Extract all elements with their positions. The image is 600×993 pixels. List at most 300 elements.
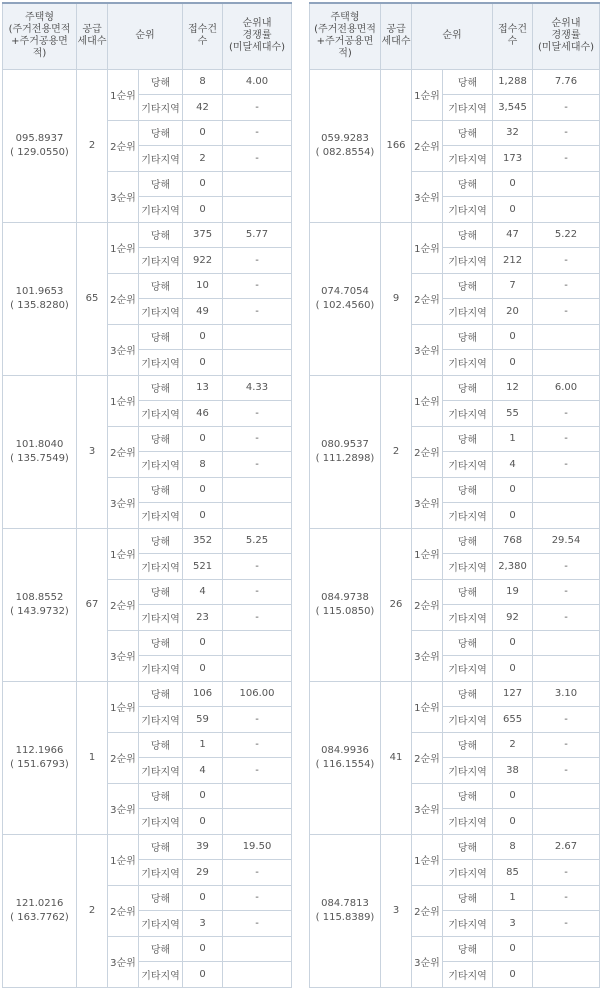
supply-units-cell: 2 [77,69,108,222]
housing-type-cell: 101.9653 ( 135.8280) [3,222,77,375]
region-cell: 기타지역 [139,197,183,223]
region-cell: 기타지역 [443,95,493,121]
region-cell: 기타지역 [139,503,183,529]
region-cell: 당해 [443,375,493,401]
region-cell: 기타지역 [443,809,493,835]
applications-cell: 38 [493,758,533,784]
region-cell: 기타지역 [139,860,183,886]
applications-cell: 375 [183,222,223,248]
ratio-cell [533,809,600,835]
region-cell: 당해 [139,477,183,503]
ratio-cell: - [533,758,600,784]
applications-cell: 55 [493,401,533,427]
region-cell: 당해 [139,732,183,758]
ratio-cell: 106.00 [223,681,292,707]
ratio-cell: - [223,554,292,580]
ratio-cell: - [533,885,600,911]
supply-units-cell: 1 [77,681,108,834]
applications-cell: 4 [493,452,533,478]
table-row [310,528,600,554]
rank-cell: 1순위 [108,222,139,273]
rank-cell: 3순위 [108,477,139,528]
ratio-cell [533,783,600,809]
ratio-cell: 5.25 [223,528,292,554]
housing-type-cell: 059.9283 ( 082.8554) [310,69,381,222]
region-cell: 기타지역 [139,554,183,580]
ratio-cell: 29.54 [533,528,600,554]
ratio-cell [223,783,292,809]
applications-cell: 3,545 [493,95,533,121]
rank-cell: 3순위 [412,477,443,528]
ratio-cell: - [223,452,292,478]
supply-units-cell: 3 [381,834,412,987]
region-cell: 당해 [139,222,183,248]
applications-cell: 46 [183,401,223,427]
table-row [3,69,292,95]
applications-cell: 0 [493,809,533,835]
table-row [3,222,292,248]
rank-cell: 2순위 [108,579,139,630]
housing-type-cell: 112.1966 ( 151.6793) [3,681,77,834]
applications-cell: 2 [183,146,223,172]
rank-cell: 2순위 [412,579,443,630]
region-cell: 당해 [139,681,183,707]
applications-cell: 32 [493,120,533,146]
rank-cell: 2순위 [412,732,443,783]
ratio-cell [223,630,292,656]
applications-cell: 1 [183,732,223,758]
applications-cell: 0 [183,936,223,962]
rank-cell: 3순위 [412,936,443,987]
ratio-cell: 7.76 [533,69,600,95]
region-cell: 기타지역 [139,707,183,733]
ratio-cell: - [533,579,600,605]
table-row [3,528,292,554]
applications-cell: 0 [183,783,223,809]
supply-units-cell: 2 [77,834,108,987]
region-cell: 당해 [443,630,493,656]
region-cell: 기타지역 [443,554,493,580]
region-cell: 당해 [139,69,183,95]
region-cell: 기타지역 [443,146,493,172]
applications-cell: 12 [493,375,533,401]
region-cell: 당해 [443,579,493,605]
rank-cell: 3순위 [412,171,443,222]
ratio-cell: 5.77 [223,222,292,248]
rank-cell: 3순위 [108,936,139,987]
ratio-cell [223,503,292,529]
ratio-cell [533,197,600,223]
ratio-cell: - [533,273,600,299]
ratio-cell: - [533,732,600,758]
applications-cell: 0 [183,503,223,529]
ratio-cell: - [223,758,292,784]
region-cell: 당해 [139,783,183,809]
rank-cell: 3순위 [412,324,443,375]
header-rank: 순위 [108,3,183,69]
region-cell: 당해 [139,528,183,554]
applications-cell: 0 [183,197,223,223]
ratio-cell: - [223,401,292,427]
region-cell: 당해 [443,732,493,758]
table-row [310,375,600,401]
housing-type-cell: 095.8937 ( 129.0550) [3,69,77,222]
applications-cell: 0 [183,885,223,911]
region-cell: 기타지역 [139,146,183,172]
region-cell: 당해 [139,630,183,656]
applications-cell: 0 [493,324,533,350]
region-cell: 기타지역 [443,962,493,988]
ratio-cell: - [533,401,600,427]
applications-cell: 0 [183,120,223,146]
applications-cell: 85 [493,860,533,886]
region-cell: 당해 [443,477,493,503]
region-cell: 기타지역 [139,452,183,478]
table-row [3,375,292,401]
region-cell: 기타지역 [443,197,493,223]
applications-cell: 8 [493,834,533,860]
ratio-cell [223,809,292,835]
ratio-cell: - [533,248,600,274]
applications-cell: 352 [183,528,223,554]
table-row [3,681,292,707]
ratio-cell: - [533,95,600,121]
header-applications: 접수건 수 [493,3,533,69]
region-cell: 당해 [443,681,493,707]
region-cell: 당해 [139,120,183,146]
header-housing-type: 주택형 (주거전용면적 +주거공용면 적) [310,3,381,69]
ratio-cell: - [533,707,600,733]
applications-cell: 19 [493,579,533,605]
rank-cell: 1순위 [412,834,443,885]
header-supply-units: 공급 세대수 [77,3,108,69]
housing-type-cell: 084.9738 ( 115.0850) [310,528,381,681]
region-cell: 당해 [443,120,493,146]
rank-cell: 1순위 [108,528,139,579]
ratio-cell [223,656,292,682]
header-applications: 접수건 수 [183,3,223,69]
region-cell: 기타지역 [139,962,183,988]
region-cell: 당해 [139,273,183,299]
applications-cell: 0 [493,477,533,503]
applications-cell: 0 [183,809,223,835]
rank-cell: 1순위 [108,375,139,426]
supply-units-cell: 65 [77,222,108,375]
applications-cell: 59 [183,707,223,733]
ratio-cell: - [223,732,292,758]
header-housing-type: 주택형 (주거전용면적 +주거공용면 적) [3,3,77,69]
region-cell: 기타지역 [139,299,183,325]
rank-cell: 2순위 [108,426,139,477]
ratio-cell: - [223,911,292,937]
applications-cell: 655 [493,707,533,733]
applications-cell: 2 [493,732,533,758]
applications-cell: 47 [493,222,533,248]
region-cell: 기타지역 [443,452,493,478]
rank-cell: 1순위 [108,681,139,732]
applications-cell: 127 [493,681,533,707]
applications-cell: 49 [183,299,223,325]
applications-cell: 0 [493,171,533,197]
applications-cell: 106 [183,681,223,707]
ratio-cell [533,630,600,656]
applications-cell: 1 [493,426,533,452]
header-competition-ratio: 순위내 경쟁률 (미달세대수) [533,3,600,69]
rank-cell: 2순위 [108,732,139,783]
supply-units-cell: 166 [381,69,412,222]
applications-cell: 13 [183,375,223,401]
applications-cell: 521 [183,554,223,580]
region-cell: 기타지역 [443,401,493,427]
ratio-cell: 19.50 [223,834,292,860]
rank-cell: 2순위 [108,885,139,936]
applications-cell: 0 [493,350,533,376]
rank-cell: 1순위 [412,69,443,120]
ratio-cell: - [223,426,292,452]
ratio-cell: 4.00 [223,69,292,95]
region-cell: 기타지역 [139,248,183,274]
region-cell: 기타지역 [443,299,493,325]
ratio-cell: - [223,146,292,172]
applications-cell: 0 [493,936,533,962]
applications-cell: 0 [183,477,223,503]
region-cell: 당해 [139,171,183,197]
region-cell: 당해 [443,171,493,197]
applications-cell: 0 [183,324,223,350]
ratio-cell: - [533,452,600,478]
housing-type-cell: 101.8040 ( 135.7549) [3,375,77,528]
applications-cell: 23 [183,605,223,631]
applications-cell: 8 [183,452,223,478]
applications-cell: 10 [183,273,223,299]
ratio-cell: - [533,426,600,452]
region-cell: 당해 [443,783,493,809]
rank-cell: 3순위 [412,783,443,834]
applications-cell: 0 [493,656,533,682]
region-cell: 당해 [443,426,493,452]
ratio-cell: 6.00 [533,375,600,401]
ratio-cell: - [533,911,600,937]
housing-type-cell: 121.0216 ( 163.7762) [3,834,77,987]
applications-cell: 3 [493,911,533,937]
ratio-cell [223,962,292,988]
rank-cell: 3순위 [108,324,139,375]
table-row [310,222,600,248]
ratio-cell [533,656,600,682]
region-cell: 기타지역 [443,350,493,376]
rank-cell: 1순위 [412,222,443,273]
region-cell: 기타지역 [139,401,183,427]
competition-table-left [2,2,292,988]
region-cell: 당해 [139,936,183,962]
region-cell: 기타지역 [443,656,493,682]
region-cell: 당해 [443,273,493,299]
ratio-cell: - [533,146,600,172]
applications-cell: 768 [493,528,533,554]
ratio-cell: - [533,554,600,580]
region-cell: 당해 [139,375,183,401]
rank-cell: 1순위 [412,528,443,579]
region-cell: 당해 [139,834,183,860]
housing-type-cell: 084.9936 ( 116.1554) [310,681,381,834]
ratio-cell [223,171,292,197]
applications-cell: 92 [493,605,533,631]
applications-cell: 0 [493,197,533,223]
region-cell: 당해 [139,579,183,605]
region-cell: 당해 [443,528,493,554]
ratio-cell: 5.22 [533,222,600,248]
ratio-cell [223,477,292,503]
ratio-cell [533,350,600,376]
applications-cell: 922 [183,248,223,274]
supply-units-cell: 41 [381,681,412,834]
applications-cell: 173 [493,146,533,172]
ratio-cell: - [223,885,292,911]
rank-cell: 1순위 [108,69,139,120]
ratio-cell: - [223,248,292,274]
region-cell: 기타지역 [139,656,183,682]
rank-cell: 2순위 [412,885,443,936]
rank-cell: 2순위 [412,426,443,477]
table-row [3,834,292,860]
applications-cell: 7 [493,273,533,299]
supply-units-cell: 26 [381,528,412,681]
rank-cell: 3순위 [412,630,443,681]
rank-cell: 2순위 [412,120,443,171]
region-cell: 당해 [443,834,493,860]
region-cell: 당해 [443,885,493,911]
ratio-cell [533,936,600,962]
ratio-cell: 3.10 [533,681,600,707]
ratio-cell [223,197,292,223]
applications-cell: 1 [493,885,533,911]
applications-cell: 8 [183,69,223,95]
applications-cell: 1,288 [493,69,533,95]
region-cell: 당해 [443,324,493,350]
applications-cell: 39 [183,834,223,860]
region-cell: 당해 [139,426,183,452]
rank-cell: 1순위 [108,834,139,885]
region-cell: 기타지역 [139,758,183,784]
applications-cell: 0 [493,962,533,988]
applications-cell: 0 [493,503,533,529]
ratio-cell: - [533,605,600,631]
ratio-cell [223,324,292,350]
ratio-cell: 4.33 [223,375,292,401]
applications-cell: 29 [183,860,223,886]
ratio-cell: - [223,579,292,605]
ratio-cell: - [223,707,292,733]
ratio-cell [533,962,600,988]
rank-cell: 3순위 [108,171,139,222]
applications-cell: 0 [493,630,533,656]
rank-cell: 2순위 [108,273,139,324]
region-cell: 기타지역 [443,758,493,784]
table-row [310,681,600,707]
applications-cell: 4 [183,758,223,784]
rank-cell: 2순위 [412,273,443,324]
supply-units-cell: 2 [381,375,412,528]
ratio-cell: - [533,120,600,146]
ratio-cell: - [223,860,292,886]
supply-units-cell: 67 [77,528,108,681]
region-cell: 기타지역 [443,860,493,886]
table-row [310,69,600,95]
applications-cell: 0 [183,962,223,988]
applications-cell: 3 [183,911,223,937]
region-cell: 당해 [139,885,183,911]
applications-cell: 212 [493,248,533,274]
region-cell: 기타지역 [139,95,183,121]
ratio-cell: - [223,95,292,121]
region-cell: 당해 [443,936,493,962]
region-cell: 기타지역 [443,605,493,631]
applications-cell: 0 [493,783,533,809]
header-supply-units: 공급 세대수 [381,3,412,69]
ratio-cell [223,936,292,962]
housing-type-cell: 080.9537 ( 111.2898) [310,375,381,528]
applications-cell: 0 [183,426,223,452]
table-row [310,834,600,860]
header-competition-ratio: 순위내 경쟁률 (미달세대수) [223,3,292,69]
header-rank: 순위 [412,3,493,69]
rank-cell: 1순위 [412,681,443,732]
applications-cell: 0 [183,656,223,682]
ratio-cell: - [223,120,292,146]
applications-cell: 0 [183,171,223,197]
region-cell: 당해 [139,324,183,350]
ratio-cell: - [533,860,600,886]
applications-cell: 42 [183,95,223,121]
region-cell: 기타지역 [139,605,183,631]
region-cell: 당해 [443,222,493,248]
rank-cell: 3순위 [108,783,139,834]
supply-units-cell: 3 [77,375,108,528]
applications-cell: 2,380 [493,554,533,580]
ratio-cell: - [223,273,292,299]
region-cell: 기타지역 [443,503,493,529]
ratio-cell [533,503,600,529]
ratio-cell: - [223,605,292,631]
ratio-cell [533,171,600,197]
applications-cell: 0 [183,630,223,656]
housing-type-cell: 108.8552 ( 143.9732) [3,528,77,681]
applications-cell: 4 [183,579,223,605]
rank-cell: 1순위 [412,375,443,426]
applications-cell: 0 [183,350,223,376]
region-cell: 당해 [443,69,493,95]
ratio-cell [223,350,292,376]
ratio-cell [533,324,600,350]
ratio-cell: 2.67 [533,834,600,860]
region-cell: 기타지역 [443,911,493,937]
rank-cell: 3순위 [108,630,139,681]
ratio-cell: - [223,299,292,325]
applications-cell: 20 [493,299,533,325]
supply-units-cell: 9 [381,222,412,375]
rank-cell: 2순위 [108,120,139,171]
region-cell: 기타지역 [139,809,183,835]
housing-type-cell: 084.7813 ( 115.8389) [310,834,381,987]
housing-type-cell: 074.7054 ( 102.4560) [310,222,381,375]
competition-table-right [309,2,600,988]
region-cell: 기타지역 [139,350,183,376]
region-cell: 기타지역 [443,248,493,274]
region-cell: 기타지역 [443,707,493,733]
region-cell: 기타지역 [139,911,183,937]
ratio-cell [533,477,600,503]
ratio-cell: - [533,299,600,325]
